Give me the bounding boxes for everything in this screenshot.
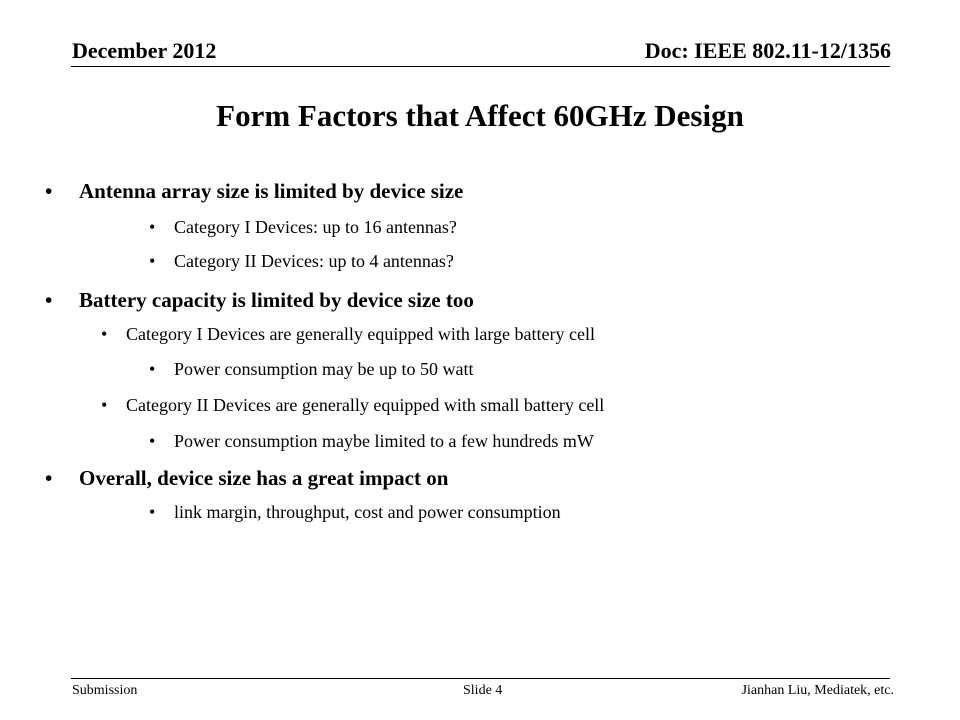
bullet-text: Category II Devices: up to 4 antennas?	[174, 251, 454, 271]
bullet-icon: •	[101, 395, 108, 415]
sub-bullet-item	[149, 430, 594, 452]
bullet-icon: •	[45, 288, 53, 312]
header-doc-number: Doc: IEEE 802.11-12/1356	[644, 38, 891, 63]
bullet-text: Category I Devices are generally equipped with large battery cell	[126, 324, 595, 344]
bullet-text: Category I Devices: up to 16 antennas?	[174, 217, 457, 237]
bullet-icon: •	[149, 217, 156, 237]
bullet-item	[45, 465, 449, 491]
sub-bullet-item	[149, 501, 561, 523]
bullet-text: Power consumption maybe limited to a few hundreds mW	[174, 431, 594, 451]
bullet-text: Antenna array size is limited by device size	[79, 179, 464, 203]
footer-submission: Submission	[72, 683, 138, 698]
bullet-icon: •	[149, 502, 156, 522]
bullet-icon: •	[101, 324, 108, 344]
bullet-item	[45, 178, 464, 204]
header-date: December 2012	[72, 38, 217, 63]
bullet-text: Power consumption may be up to 50 watt	[174, 359, 474, 379]
footer-author: Jianhan Liu, Mediatek, etc.	[741, 683, 894, 698]
sub-bullet-item	[101, 394, 605, 416]
sub-bullet-item	[149, 358, 474, 380]
bullet-icon: •	[45, 466, 53, 490]
sub-bullet-item	[149, 250, 454, 272]
bullet-icon: •	[149, 251, 156, 271]
bullet-text: Battery capacity is limited by device size too	[79, 288, 474, 312]
footer-slide-number: Slide 4	[463, 683, 503, 698]
bullet-text: Overall, device size has a great impact on	[79, 466, 449, 490]
sub-bullet-item	[149, 216, 457, 238]
bullet-text: link margin, throughput, cost and power consumption	[174, 502, 561, 522]
bullet-item	[45, 287, 474, 313]
slide-title: Form Factors that Affect 60GHz Design	[216, 98, 744, 133]
bullet-text: Category II Devices are generally equipped with small battery cell	[126, 395, 605, 415]
bullet-icon: •	[149, 359, 156, 379]
bullet-icon: •	[149, 431, 156, 451]
footer-divider	[71, 678, 890, 679]
bullet-icon: •	[45, 179, 53, 203]
sub-bullet-item	[101, 323, 595, 345]
